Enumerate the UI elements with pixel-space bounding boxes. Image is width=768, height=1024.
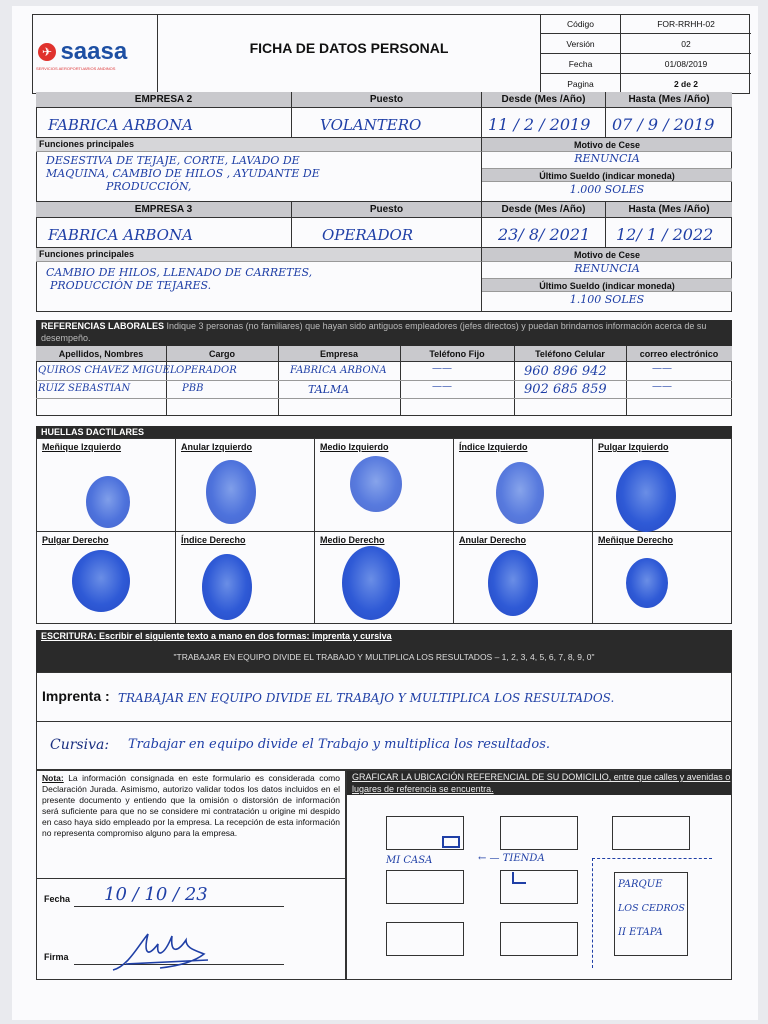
funciones-line: PRODUCCIÓN DE TEJARES. xyxy=(50,279,212,292)
puesto-header: Puesto xyxy=(292,202,482,218)
row-divider xyxy=(36,878,346,879)
empresa-value: FABRICA ARBONA xyxy=(48,116,193,134)
motivo-value: RENUNCIA xyxy=(574,152,640,165)
puesto-value: OPERADOR xyxy=(322,226,414,244)
meta-label: Pagina xyxy=(541,74,621,94)
column-header: Teléfono Fijo xyxy=(429,349,485,359)
desde-value: 11 / 2 / 2019 xyxy=(488,115,591,134)
finger-label: Anular Derecho xyxy=(459,535,527,545)
fecha-line xyxy=(74,906,284,907)
column-divider xyxy=(453,438,454,624)
puesto-cell xyxy=(292,108,482,138)
finger-label: Anular Izquierdo xyxy=(181,442,253,452)
map-block xyxy=(612,816,690,850)
meta-row xyxy=(541,74,751,94)
desde-cell xyxy=(482,218,606,248)
table-cell: 902 685 859 xyxy=(524,382,607,397)
desde-cell xyxy=(482,108,606,138)
meta-table xyxy=(540,14,750,94)
column-divider xyxy=(278,346,279,416)
hasta-value: 12/ 1 / 2022 xyxy=(616,225,714,244)
row-divider xyxy=(36,531,732,532)
finger-label: Medio Derecho xyxy=(320,535,385,545)
imprenta-value: TRABAJAR EN EQUIPO DIVIDE EL TRABAJO Y MULTIPLICA LOS RESULTADOS. xyxy=(118,691,615,705)
motivo-header: Motivo de Cese xyxy=(482,138,732,152)
finger-label: Medio Izquierdo xyxy=(320,442,389,452)
tienda-annotation: ← — TIENDA xyxy=(478,853,545,864)
fingerprint-right-middle xyxy=(342,546,400,620)
escritura-bar: ESCRITURA: Escribir el siguiente texto a mano en dos formas: imprenta y cursiva xyxy=(36,630,732,642)
finger-label: Meñique Izquierdo xyxy=(42,442,122,452)
table-cell: TALMA xyxy=(308,383,350,396)
nota-text-block xyxy=(42,773,340,839)
motivo-header: Motivo de Cese xyxy=(482,248,732,262)
empresa-value: FABRICA ARBONA xyxy=(48,226,193,244)
finger-label: Índice Izquierdo xyxy=(459,442,528,452)
meta-row xyxy=(541,14,751,34)
finger-label: Índice Derecho xyxy=(181,535,246,545)
form-page xyxy=(12,6,758,1020)
column-header: Teléfono Celular xyxy=(535,349,605,359)
huellas-bar: HUELLAS DACTILARES xyxy=(36,426,732,438)
empresa-cell xyxy=(36,218,292,248)
empresa3-header: EMPRESA 3 xyxy=(36,202,292,218)
meta-value: FOR-RRHH-02 xyxy=(657,19,715,29)
column-header: correo electrónico xyxy=(639,349,719,359)
column-divider xyxy=(400,346,401,416)
table-cell: QUIROS CHAVEZ MIGUEL xyxy=(38,365,177,376)
puesto-header: Puesto xyxy=(292,92,482,108)
sueldo-value: 1.000 SOLES xyxy=(569,183,645,196)
referencias-title: REFERENCIAS LABORALES xyxy=(41,321,165,331)
meta-value: 01/08/2019 xyxy=(664,59,708,69)
house-marker xyxy=(442,836,460,848)
fingerprint-left-ring xyxy=(206,460,256,524)
funciones-cell xyxy=(36,152,482,202)
funciones-line: PRODUCCIÓN, xyxy=(106,180,192,193)
table-cell: PBB xyxy=(182,383,204,394)
fingerprint-left-thumb xyxy=(616,460,676,532)
funciones-line: DESESTIVA DE TEJAJE, CORTE, LAVADO DE xyxy=(46,154,300,167)
escritura-phrase: "TRABAJAR EN EQUIPO DIVIDE EL TRABAJO Y MULTIPLICA LOS RESULTADOS – 1, 2, 3, 4, 5, 6, 7, 8, 9, 0" xyxy=(36,642,732,672)
table-cell: FABRICA ARBONA xyxy=(290,365,387,376)
croquis-bar: GRAFICAR LA UBICACIÓN REFERENCIAL DE SU DOMICILIO, entre que calles y avenidas o lugares de referencia se encuentra. xyxy=(347,771,731,795)
mi-casa-label: MI CASA xyxy=(386,855,433,866)
sueldo-value: 1.100 SOLES xyxy=(569,293,645,306)
finger-label: Pulgar Izquierdo xyxy=(598,442,669,452)
firma-label: Firma xyxy=(44,952,69,962)
empresa-cell xyxy=(36,108,292,138)
parque-label: II ETAPA xyxy=(618,927,663,938)
puesto-value: VOLANTERO xyxy=(320,116,422,134)
meta-label: Fecha xyxy=(541,54,621,74)
map-block xyxy=(500,922,578,956)
fingerprint-left-middle xyxy=(350,456,402,512)
column-divider xyxy=(314,438,315,624)
nota-text: La información consignada en este formulario es considerada como Declaración Jurada. Asimismo, autorizo validar todos los datos incluidos en el presente documento y entiendo que la omisión o distorsión de información será suficiente para que no se considere mi contratación u origine mi despido en caso haya sido empleado por la empresa. La recepción de esta información no representa compromiso alguno para la empresa. xyxy=(42,773,340,838)
fecha-label: Fecha xyxy=(44,894,71,904)
fingerprint-right-ring xyxy=(488,550,538,616)
empresa2-header: EMPRESA 2 xyxy=(36,92,292,108)
funciones-line: MAQUINA, CAMBIO DE HILOS , AYUDANTE DE xyxy=(46,167,320,180)
finger-label: Pulgar Derecho xyxy=(42,535,109,545)
table-cell: —— xyxy=(432,381,452,392)
funciones-line: CAMBIO DE HILOS, LLENADO DE CARRETES, xyxy=(46,266,313,279)
column-divider xyxy=(175,438,176,624)
column-divider xyxy=(592,438,593,624)
fingerprint-right-index xyxy=(202,554,252,620)
referencias-description: Indique 3 personas (no familiares) que hayan sido antiguos empleadores (jefes directos) y puedan brindarnos información acerca de su desempeño. xyxy=(41,321,707,343)
table-cell: —— xyxy=(652,381,672,392)
parque-label: LOS CEDROS xyxy=(618,903,685,914)
meta-value: 2 de 2 xyxy=(673,79,699,89)
meta-row xyxy=(541,34,751,54)
logo xyxy=(38,38,127,66)
funciones-cell xyxy=(36,262,482,312)
imprenta-label: Imprenta : xyxy=(42,688,110,704)
sueldo-header: Último Sueldo (indicar moneda) xyxy=(482,168,732,182)
map-block xyxy=(500,816,578,850)
fingerprint-right-pinky xyxy=(626,558,668,608)
puesto-cell xyxy=(292,218,482,248)
table-cell: 960 896 942 xyxy=(524,364,607,379)
table-cell: OPERADOR xyxy=(176,365,237,376)
row-divider xyxy=(36,398,732,399)
meta-value: 02 xyxy=(681,39,691,49)
table-cell: —— xyxy=(432,363,452,374)
map-block xyxy=(386,870,464,904)
meta-label: Versión xyxy=(541,34,621,54)
page-title: FICHA DE DATOS PERSONAL xyxy=(249,40,449,56)
column-header: Cargo xyxy=(208,349,235,359)
cursiva-value: Trabajar en equipo divide el Trabajo y multiplica los resultados. xyxy=(128,737,551,752)
column-divider xyxy=(514,346,515,416)
fingerprint-right-thumb xyxy=(72,550,130,612)
logo-subtitle: SERVICIOS AEROPORTUARIOS ANDINOS xyxy=(36,66,116,71)
sueldo-header: Último Sueldo (indicar moneda) xyxy=(482,278,732,292)
desde-value: 23/ 8/ 2021 xyxy=(498,225,591,244)
row-divider xyxy=(36,380,732,381)
logo-cell xyxy=(32,14,158,94)
desde-header: Desde (Mes /Año) xyxy=(482,92,606,108)
column-header: Empresa xyxy=(319,349,359,359)
hasta-cell xyxy=(606,218,732,248)
signature-drawing xyxy=(108,926,228,976)
tienda-label: TIENDA xyxy=(502,853,545,864)
hasta-cell xyxy=(606,108,732,138)
column-header: Apellidos, Nombres xyxy=(58,349,144,359)
row-divider xyxy=(36,721,732,722)
funciones-header: Funciones principales xyxy=(36,248,482,262)
table-cell: —— xyxy=(652,363,672,374)
logo-text: saasa xyxy=(60,38,128,65)
hasta-header: Hasta (Mes /Año) xyxy=(606,92,732,108)
logo-icon: ✈ xyxy=(38,43,56,61)
column-divider xyxy=(626,346,627,416)
column-divider xyxy=(166,346,167,416)
meta-label: Código xyxy=(541,14,621,34)
hasta-value: 07 / 9 / 2019 xyxy=(612,115,715,134)
referencias-bar xyxy=(36,320,732,346)
nota-label: Nota: xyxy=(42,773,64,783)
hasta-header: Hasta (Mes /Año) xyxy=(606,202,732,218)
desde-header: Desde (Mes /Año) xyxy=(482,202,606,218)
meta-row xyxy=(541,54,751,74)
parque-label: PARQUE xyxy=(618,879,663,890)
finger-label: Meñique Derecho xyxy=(598,535,674,545)
fecha-value: 10 / 10 / 23 xyxy=(104,884,208,905)
map-block xyxy=(386,922,464,956)
funciones-header: Funciones principales xyxy=(36,138,482,152)
cursiva-label: Cursiva: xyxy=(50,737,110,753)
table-cell: RUIZ SEBASTIAN xyxy=(38,383,131,394)
shop-marker xyxy=(512,872,526,884)
fingerprint-left-index xyxy=(496,462,544,524)
fingerprint-left-pinky xyxy=(86,476,130,528)
motivo-value: RENUNCIA xyxy=(574,262,640,275)
